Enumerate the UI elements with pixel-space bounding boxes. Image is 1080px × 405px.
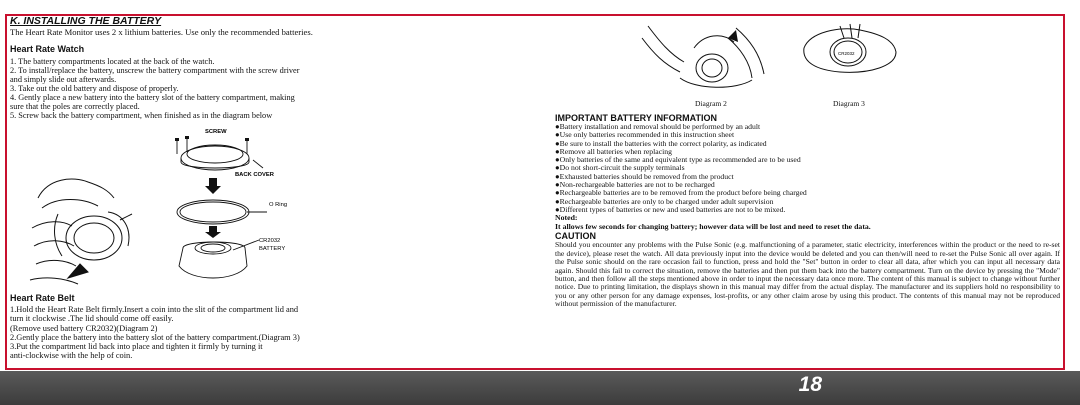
bullet-icon: ● xyxy=(555,130,560,140)
page-footer xyxy=(0,371,1080,405)
watch-step: 1. The battery compartments located at the back of the watch. xyxy=(10,57,215,66)
bullet-item: ●Rechargeable batteries are only to be charged under adult supervision xyxy=(555,196,774,206)
bullet-icon: ● xyxy=(555,163,560,173)
bullet-item: ●Do not short-circuit the supply terminals xyxy=(555,163,685,173)
bullet-icon: ● xyxy=(555,204,560,214)
bullet-item: ●Rechargeable batteries are to be removed from the product before being charged xyxy=(555,188,807,198)
bullet-icon: ● xyxy=(555,180,560,190)
bullet-icon: ● xyxy=(555,196,560,206)
watch-step: 2. To install/replace the battery, unscrew the battery compartment with the screw driver xyxy=(10,66,300,75)
hand-watch-illustration xyxy=(28,168,136,290)
belt-step: turn it clockwise .The lid should come off easily. xyxy=(10,314,174,324)
rotate-arrow-icon xyxy=(728,30,738,42)
belt-step: 2.Gently place the battery into the battery slot of the battery compartment.(Diagram 3) xyxy=(10,332,300,342)
bullet-item: ●Use only batteries recommended in this instruction sheet xyxy=(555,130,735,140)
important-heading: IMPORTANT BATTERY INFORMATION xyxy=(555,113,717,123)
screw-label: SCREW xyxy=(205,129,227,135)
bullet-icon: ● xyxy=(555,146,560,156)
bullet-icon: ● xyxy=(555,122,560,131)
bullet-icon: ● xyxy=(555,138,560,148)
watch-step: 4. Gently place a new battery into the battery slot of the battery compartment, making xyxy=(10,93,295,102)
diagram-2-coin-illustration xyxy=(640,18,788,96)
belt-step: (Remove used battery CR2032)(Diagram 2) xyxy=(10,323,158,333)
watch-step: 3. Take out the old battery and dispose of properly. xyxy=(10,84,179,93)
right-column xyxy=(555,113,1060,309)
page-number: 18 xyxy=(798,373,822,396)
noted-text: It allows few seconds for changing battery; however data will be lost and need to reset the data. xyxy=(555,221,871,231)
caution-text: Should you encounter any problems with the Pulse Sonic (e.g. malfunctioning of a parameter, static electricity, interferences within the product or the need to re-set the device), please reset the watch. All data previously input into the device would be deleted and you can then/will need to re-set the Pulse Sonic all over again. If the Pulse sonic should on the rare occasion fail to function, press and hold the "Set" button in order to clear all data, after which you can input all necessary data again. Should this fail to correct the situation, remove the batteries and then put them back into the battery compartment. Turn on the device by pressing the "Mode" button, and then follow all the steps mentioned above in order to input the necessary data once more. The content of this manual is subject to change without further notice. Due to printing limitation, the displays shown in this manual may differ from the actual display. The manufacturer and its suppliers hold no responsibility to you or any other person for any damage expenses, lost-profits, or any other claim arose by using this product. The contents of this manual may not be reproduced without permission of the manufacturer. xyxy=(555,240,1060,309)
diagram-3-battery-illustration xyxy=(800,18,900,96)
diagram-3-caption: Diagram 3 xyxy=(833,99,865,108)
battery-model-label: CR2032 xyxy=(259,238,281,244)
intro-text: The Heart Rate Monitor uses 2 x lithium batteries. Use only the recommended batteries. xyxy=(10,27,313,37)
bullet-item: ●Be sure to install the batteries with the correct polarity, as indicated xyxy=(555,138,767,148)
exploded-back-cover-diagram xyxy=(175,124,335,296)
belt-heading: Heart Rate Belt xyxy=(10,293,75,303)
watch-step: sure that the poles are correctly placed. xyxy=(10,102,140,111)
bullet-item: ●Battery installation and removal should be performed by an adult xyxy=(555,122,761,131)
bullet-item: ●Only batteries of the same and equivalent type as recommended are to be used xyxy=(555,155,801,165)
bullet-icon: ● xyxy=(555,188,560,198)
important-bullets xyxy=(555,123,1060,214)
caution-heading: CAUTION xyxy=(555,231,596,242)
belt-steps xyxy=(10,305,300,361)
left-column xyxy=(10,16,530,120)
watch-heading: Heart Rate Watch xyxy=(10,44,85,54)
bullet-item: ●Different types of batteries or new and used batteries are not to be mixed. xyxy=(555,204,786,214)
back-cover-label: BACK COVER xyxy=(235,172,274,178)
noted-label: Noted: xyxy=(555,213,578,223)
bullet-icon: ● xyxy=(555,155,560,165)
bullet-icon: ● xyxy=(555,171,560,181)
belt-step: 3.Put the compartment lid back into place and tighten it firmly by turning it xyxy=(10,342,263,352)
coin-label: CR2032 xyxy=(838,51,855,56)
watch-step: and simply slide out afterwards. xyxy=(10,75,117,84)
belt-step: 1.Hold the Heart Rate Belt firmly.Insert a coin into the slit of the compartment lid and xyxy=(10,305,299,314)
bullet-item: ●Remove all batteries when replacing xyxy=(555,146,672,156)
o-ring-label: O Ring xyxy=(269,202,288,208)
bullet-item: ●Non-rechargeable batteries are not to be recharged xyxy=(555,180,715,190)
watch-step: 5. Screw back the battery compartment, when finished as in the diagram below xyxy=(10,111,273,120)
belt-step: anti-clockwise with the help of coin. xyxy=(10,351,133,361)
watch-steps xyxy=(10,57,530,120)
battery-label: BATTERY xyxy=(259,246,286,252)
bullet-item: ●Exhausted batteries should be removed from the product xyxy=(555,171,734,181)
diagram-2-caption: Diagram 2 xyxy=(695,99,727,108)
section-title: K. INSTALLING THE BATTERY xyxy=(10,15,162,27)
